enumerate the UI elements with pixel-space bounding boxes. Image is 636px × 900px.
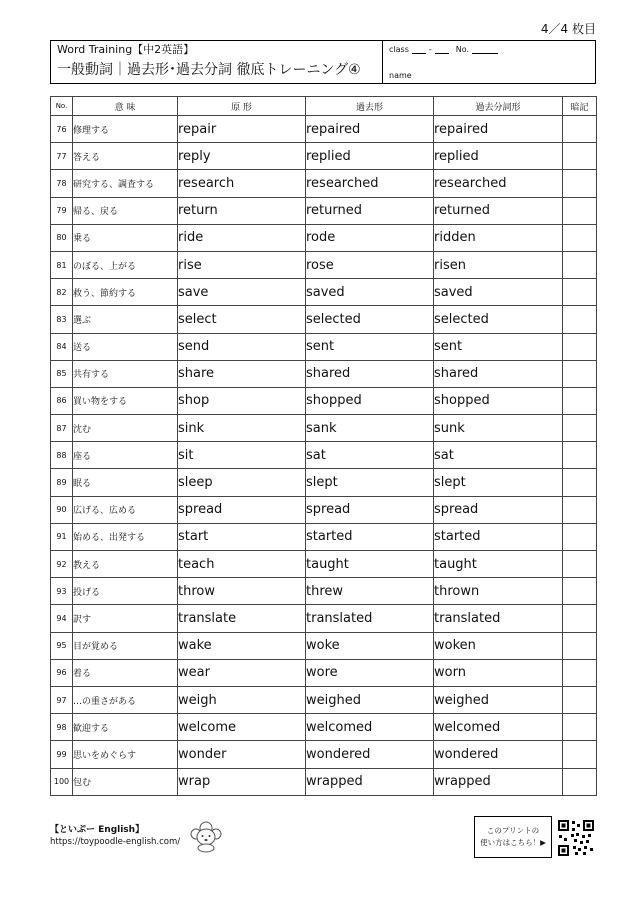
row-meaning: 思いをめぐらす xyxy=(73,741,178,768)
student-info-block xyxy=(383,41,595,83)
row-past-form: threw xyxy=(306,578,434,605)
row-base-form: shop xyxy=(178,387,306,414)
table-row xyxy=(51,741,597,768)
row-memorized-check[interactable] xyxy=(563,605,597,632)
row-past-form: rode xyxy=(306,224,434,251)
row-past-participle: wrapped xyxy=(434,768,563,795)
poodle-mascot-icon xyxy=(188,819,224,853)
row-past-participle: welcomed xyxy=(434,714,563,741)
row-memorized-check[interactable] xyxy=(563,224,597,251)
row-base-form: spread xyxy=(178,496,306,523)
row-past-participle: weighed xyxy=(434,686,563,713)
row-base-form: sleep xyxy=(178,469,306,496)
table-row xyxy=(51,523,597,550)
row-meaning: 歓迎する xyxy=(73,714,178,741)
table-row xyxy=(51,469,597,496)
row-past-participle: spread xyxy=(434,496,563,523)
row-past-participle: slept xyxy=(434,469,563,496)
row-past-participle: shopped xyxy=(434,387,563,414)
row-past-form: spread xyxy=(306,496,434,523)
row-memorized-check[interactable] xyxy=(563,197,597,224)
row-number: 98 xyxy=(51,714,73,741)
name-label: name xyxy=(389,71,412,80)
row-past-form: rose xyxy=(306,251,434,278)
table-row xyxy=(51,116,597,143)
header-memorized: 暗記 xyxy=(563,97,597,116)
header-no: No. xyxy=(51,97,73,116)
row-base-form: send xyxy=(178,333,306,360)
table-row xyxy=(51,659,597,686)
row-base-form: throw xyxy=(178,578,306,605)
site-url[interactable]: https://toypoodle-english.com/ xyxy=(50,837,181,847)
no-label: No. xyxy=(455,45,470,54)
row-past-form: returned xyxy=(306,197,434,224)
row-number: 77 xyxy=(51,143,73,170)
row-number: 87 xyxy=(51,415,73,442)
row-past-participle: sat xyxy=(434,442,563,469)
row-number: 96 xyxy=(51,659,73,686)
footer xyxy=(50,822,180,847)
row-base-form: start xyxy=(178,523,306,550)
row-base-form: share xyxy=(178,360,306,387)
header-past: 過去形 xyxy=(306,97,434,116)
table-row xyxy=(51,360,597,387)
row-meaning: 研究する、調査する xyxy=(73,170,178,197)
brand-name: 【といぷー English】 xyxy=(50,825,145,835)
how-to-use-link[interactable] xyxy=(474,816,552,858)
row-meaning: 救う、節約する xyxy=(73,279,178,306)
word-table xyxy=(50,96,597,796)
row-number: 79 xyxy=(51,197,73,224)
row-number: 91 xyxy=(51,523,73,550)
row-meaning: 送る xyxy=(73,333,178,360)
row-memorized-check[interactable] xyxy=(563,306,597,333)
row-past-form: saved xyxy=(306,279,434,306)
table-row xyxy=(51,387,597,414)
table-row xyxy=(51,768,597,795)
row-number: 94 xyxy=(51,605,73,632)
row-number: 88 xyxy=(51,442,73,469)
how-to-use-line2: 使い方はこちら！▶ xyxy=(480,838,546,847)
row-number: 83 xyxy=(51,306,73,333)
row-past-participle: returned xyxy=(434,197,563,224)
class-dash: - xyxy=(428,45,432,54)
row-past-participle: selected xyxy=(434,306,563,333)
table-header-row xyxy=(51,97,597,116)
how-to-use-line1: このプリントの xyxy=(486,826,540,835)
row-meaning: …の重さがある xyxy=(73,686,178,713)
row-past-participle: shared xyxy=(434,360,563,387)
row-meaning: 教える xyxy=(73,551,178,578)
row-number: 85 xyxy=(51,360,73,387)
row-base-form: repair xyxy=(178,116,306,143)
row-meaning: 着る xyxy=(73,659,178,686)
row-memorized-check[interactable] xyxy=(563,741,597,768)
row-memorized-check[interactable] xyxy=(563,523,597,550)
row-base-form: reply xyxy=(178,143,306,170)
row-past-participle: woken xyxy=(434,632,563,659)
row-number: 95 xyxy=(51,632,73,659)
row-number: 84 xyxy=(51,333,73,360)
row-meaning: 包む xyxy=(73,768,178,795)
row-memorized-check[interactable] xyxy=(563,551,597,578)
row-base-form: sit xyxy=(178,442,306,469)
row-past-form: wondered xyxy=(306,741,434,768)
table-row xyxy=(51,306,597,333)
table-row xyxy=(51,224,597,251)
row-number: 82 xyxy=(51,279,73,306)
row-meaning: 眠る xyxy=(73,469,178,496)
row-memorized-check[interactable] xyxy=(563,496,597,523)
row-meaning: 沈む xyxy=(73,415,178,442)
row-meaning: 共有する xyxy=(73,360,178,387)
row-meaning: 目が覚める xyxy=(73,632,178,659)
class-number-blank[interactable] xyxy=(435,45,449,54)
row-memorized-check[interactable] xyxy=(563,768,597,795)
student-number-blank[interactable] xyxy=(472,45,498,54)
class-label: class xyxy=(389,45,409,54)
row-number: 93 xyxy=(51,578,73,605)
table-row xyxy=(51,442,597,469)
row-base-form: wear xyxy=(178,659,306,686)
table-row xyxy=(51,415,597,442)
row-memorized-check[interactable] xyxy=(563,686,597,713)
row-base-form: return xyxy=(178,197,306,224)
row-meaning: 修理する xyxy=(73,116,178,143)
row-meaning: 選ぶ xyxy=(73,306,178,333)
row-number: 90 xyxy=(51,496,73,523)
row-past-form: shared xyxy=(306,360,434,387)
row-past-participle: started xyxy=(434,523,563,550)
row-past-participle: sunk xyxy=(434,415,563,442)
row-past-form: replied xyxy=(306,143,434,170)
row-memorized-check[interactable] xyxy=(563,360,597,387)
course-title: Word Training【中2英語】 xyxy=(57,43,195,56)
table-row xyxy=(51,251,597,278)
row-number: 100 xyxy=(51,768,73,795)
row-meaning: 座る xyxy=(73,442,178,469)
row-number: 86 xyxy=(51,387,73,414)
header-past-participle: 過去分詞形 xyxy=(434,97,563,116)
row-base-form: ride xyxy=(178,224,306,251)
row-base-form: rise xyxy=(178,251,306,278)
page-number: 4／4 枚目 xyxy=(540,22,596,36)
table-row xyxy=(51,333,597,360)
row-meaning: 広げる、広める xyxy=(73,496,178,523)
row-past-form: wrapped xyxy=(306,768,434,795)
row-base-form: select xyxy=(178,306,306,333)
row-past-participle: saved xyxy=(434,279,563,306)
row-meaning: 帰る、戻る xyxy=(73,197,178,224)
header-meaning: 意 味 xyxy=(73,97,178,116)
row-meaning: 投げる xyxy=(73,578,178,605)
row-memorized-check[interactable] xyxy=(563,659,597,686)
row-past-form: shopped xyxy=(306,387,434,414)
row-past-form: slept xyxy=(306,469,434,496)
row-number: 97 xyxy=(51,686,73,713)
row-memorized-check[interactable] xyxy=(563,333,597,360)
worksheet-header xyxy=(50,40,596,84)
row-past-form: translated xyxy=(306,605,434,632)
row-base-form: welcome xyxy=(178,714,306,741)
row-past-participle: wondered xyxy=(434,741,563,768)
row-number: 80 xyxy=(51,224,73,251)
row-past-form: researched xyxy=(306,170,434,197)
row-base-form: wrap xyxy=(178,768,306,795)
row-past-form: wore xyxy=(306,659,434,686)
row-number: 81 xyxy=(51,251,73,278)
row-past-form: selected xyxy=(306,306,434,333)
worksheet-title: 一般動詞｜過去形･過去分詞 徹底トレーニング④ xyxy=(57,62,361,78)
table-row xyxy=(51,197,597,224)
table-row xyxy=(51,605,597,632)
row-past-participle: risen xyxy=(434,251,563,278)
row-memorized-check[interactable] xyxy=(563,578,597,605)
row-memorized-check[interactable] xyxy=(563,170,597,197)
row-meaning: 答える xyxy=(73,143,178,170)
row-past-form: sat xyxy=(306,442,434,469)
row-meaning: 訳す xyxy=(73,605,178,632)
table-row xyxy=(51,578,597,605)
table-row xyxy=(51,170,597,197)
table-row xyxy=(51,143,597,170)
row-base-form: research xyxy=(178,170,306,197)
row-number: 89 xyxy=(51,469,73,496)
row-past-participle: researched xyxy=(434,170,563,197)
row-memorized-check[interactable] xyxy=(563,387,597,414)
row-memorized-check[interactable] xyxy=(563,143,597,170)
table-row xyxy=(51,632,597,659)
row-past-participle: ridden xyxy=(434,224,563,251)
row-past-form: welcomed xyxy=(306,714,434,741)
row-number: 76 xyxy=(51,116,73,143)
table-row xyxy=(51,551,597,578)
row-memorized-check[interactable] xyxy=(563,415,597,442)
row-past-form: sank xyxy=(306,415,434,442)
row-past-form: taught xyxy=(306,551,434,578)
row-base-form: save xyxy=(178,279,306,306)
row-memorized-check[interactable] xyxy=(563,632,597,659)
row-past-participle: taught xyxy=(434,551,563,578)
row-past-participle: translated xyxy=(434,605,563,632)
row-base-form: wonder xyxy=(178,741,306,768)
row-base-form: wake xyxy=(178,632,306,659)
row-meaning: 買い物をする xyxy=(73,387,178,414)
table-row xyxy=(51,496,597,523)
row-past-participle: thrown xyxy=(434,578,563,605)
row-memorized-check[interactable] xyxy=(563,279,597,306)
row-base-form: translate xyxy=(178,605,306,632)
table-row xyxy=(51,279,597,306)
row-past-participle: replied xyxy=(434,143,563,170)
row-meaning: のぼる、上がる xyxy=(73,251,178,278)
row-past-form: repaired xyxy=(306,116,434,143)
row-past-participle: worn xyxy=(434,659,563,686)
row-past-form: started xyxy=(306,523,434,550)
table-row xyxy=(51,714,597,741)
row-number: 92 xyxy=(51,551,73,578)
row-past-form: weighed xyxy=(306,686,434,713)
row-past-form: sent xyxy=(306,333,434,360)
row-number: 99 xyxy=(51,741,73,768)
row-meaning: 始める、出発する xyxy=(73,523,178,550)
row-memorized-check[interactable] xyxy=(563,714,597,741)
row-past-form: woke xyxy=(306,632,434,659)
row-base-form: weigh xyxy=(178,686,306,713)
row-memorized-check[interactable] xyxy=(563,251,597,278)
row-base-form: teach xyxy=(178,551,306,578)
row-base-form: sink xyxy=(178,415,306,442)
row-meaning: 乗る xyxy=(73,224,178,251)
header-base: 原 形 xyxy=(178,97,306,116)
qr-code-icon[interactable] xyxy=(556,818,596,858)
table-row xyxy=(51,686,597,713)
row-number: 78 xyxy=(51,170,73,197)
row-past-participle: repaired xyxy=(434,116,563,143)
title-block xyxy=(51,41,383,83)
row-memorized-check[interactable] xyxy=(563,442,597,469)
class-blank[interactable] xyxy=(412,45,426,54)
row-memorized-check[interactable] xyxy=(563,469,597,496)
row-past-participle: sent xyxy=(434,333,563,360)
row-memorized-check[interactable] xyxy=(563,116,597,143)
